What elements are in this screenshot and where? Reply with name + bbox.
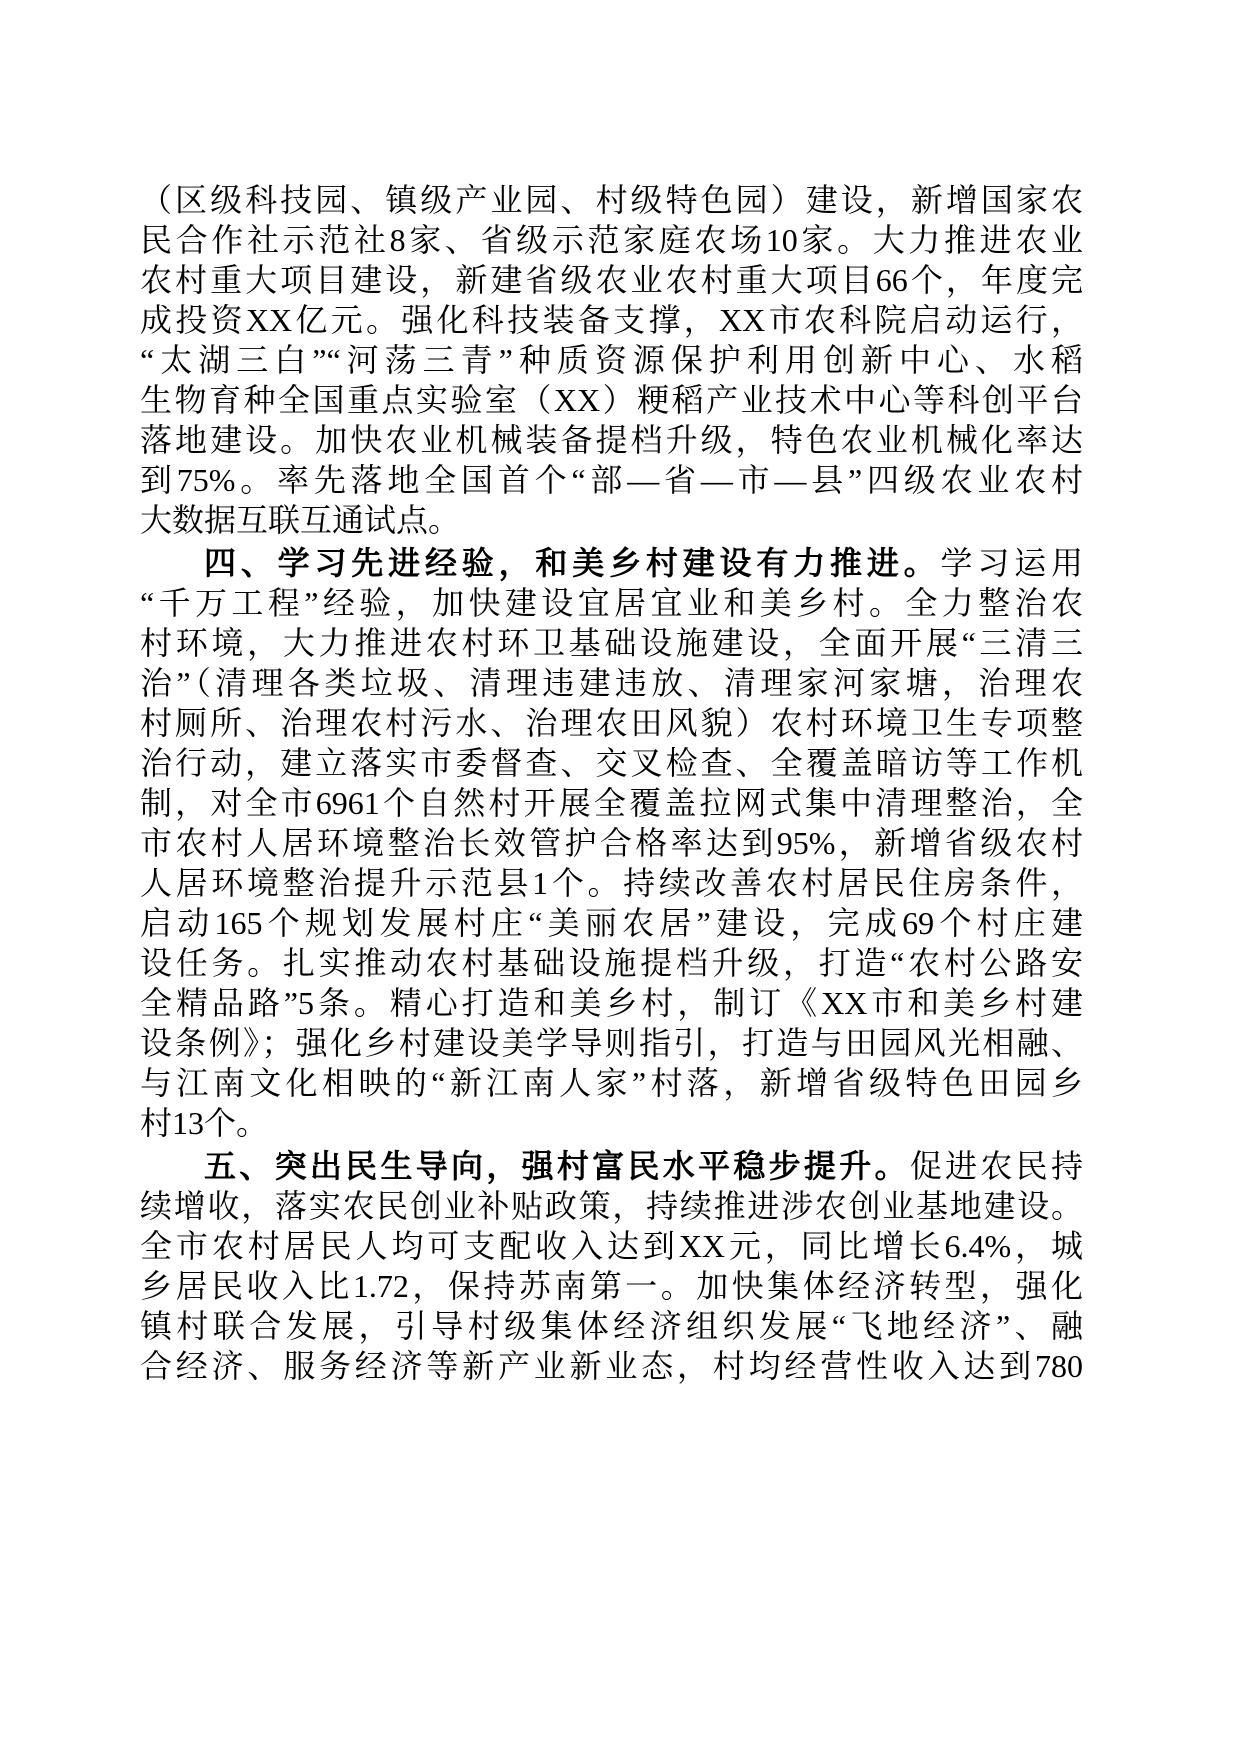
text-line (140, 1146, 1083, 1186)
text-line: 人居环境整治提升示范县1个。持续改善农村居民住房条件， (140, 865, 1083, 901)
text-line: 设条例》；强化乡村建设美学导则指引，打造与田园风光相融、 (140, 1025, 1083, 1061)
text-line: 市农村人居环境整治长效管护合格率达到95%，新增省级农村 (140, 825, 1083, 861)
text-line: 生物育种全国重点实验室（XX）粳稻产业技术中心等科创平台 (140, 382, 1083, 418)
text-line: 农村重大项目建设，新建省级农业农村重大项目66个，年度完 (140, 262, 1083, 298)
paragraph (140, 543, 1083, 1143)
text-line: 全精品路”5条。精心打造和美乡村，制订《XX市和美乡村建 (140, 985, 1083, 1021)
text-line: “千万工程”经验，加快建设宜居宜业和美乡村。全力整治农 (140, 585, 1083, 621)
text-line: 全市农村居民人均可支配收入达到XX元，同比增长6.4%，城 (140, 1228, 1083, 1264)
text-line: 与江南文化相映的“新江南人家”村落，新增省级特色田园乡 (140, 1065, 1083, 1101)
text-line: 治行动，建立落实市委督查、交叉检查、全覆盖暗访等工作机 (140, 745, 1083, 781)
text-line: 成投资XX亿元。强化科技装备支撑，XX市农科院启动运行， (140, 302, 1083, 338)
section-heading: 四、学习先进经验，和美乡村建设有力推进。 (204, 545, 941, 581)
text-line (140, 543, 1083, 583)
text-line: 设任务。扎实推动农村基础设施提档升级，打造“农村公路安 (140, 945, 1083, 981)
section-heading: 五、突出民生导向，强村富民水平稳步提升。 (204, 1148, 910, 1184)
text-line: 续增收，落实农民创业补贴政策，持续推进涉农创业基地建设。 (140, 1188, 1083, 1224)
paragraph (140, 180, 1083, 540)
text-line: 启动165个规划发展村庄“美丽农居”建设，完成69个村庄建 (140, 905, 1083, 941)
text-line: 大数据互联互通试点。 (140, 502, 461, 538)
text-line: 合经济、服务经济等新产业新业态，村均经营性收入达到780 (140, 1348, 1083, 1384)
text-fragment: 学习运用 (940, 545, 1083, 581)
text-line: 镇村联合发展，引导村级集体经济组织发展“飞地经济”、融 (140, 1308, 1083, 1344)
text-line: 村环境，大力推进农村环卫基础设施建设，全面开展“三清三 (140, 625, 1083, 661)
text-line: 乡居民收入比1.72，保持苏南第一。加快集体经济转型，强化 (140, 1268, 1083, 1304)
text-line: 到75%。率先落地全国首个“部—省—市—县”四级农业农村 (140, 462, 1083, 498)
text-line: 村13个。 (140, 1105, 269, 1141)
text-line: “太湖三白”“河荡三青”种质资源保护利用创新中心、水稻 (140, 342, 1083, 378)
document-body (140, 180, 1083, 1386)
text-line: 制，对全市6961个自然村开展全覆盖拉网式集中清理整治，全 (140, 785, 1083, 821)
text-line: 治”（清理各类垃圾、清理违建违放、清理家河家塘，治理农 (140, 665, 1083, 701)
text-line: 落地建设。加快农业机械装备提档升级，特色农业机械化率达 (140, 422, 1083, 458)
paragraph (140, 1146, 1083, 1386)
text-line: （区级科技园、镇级产业园、村级特色园）建设，新增国家农 (140, 182, 1083, 218)
text-line: 民合作社示范社8家、省级示范家庭农场10家。大力推进农业 (140, 222, 1083, 258)
text-fragment: 促进农民持 (909, 1148, 1083, 1184)
text-line: 村厕所、治理农村污水、治理农田风貌）农村环境卫生专项整 (140, 705, 1083, 741)
